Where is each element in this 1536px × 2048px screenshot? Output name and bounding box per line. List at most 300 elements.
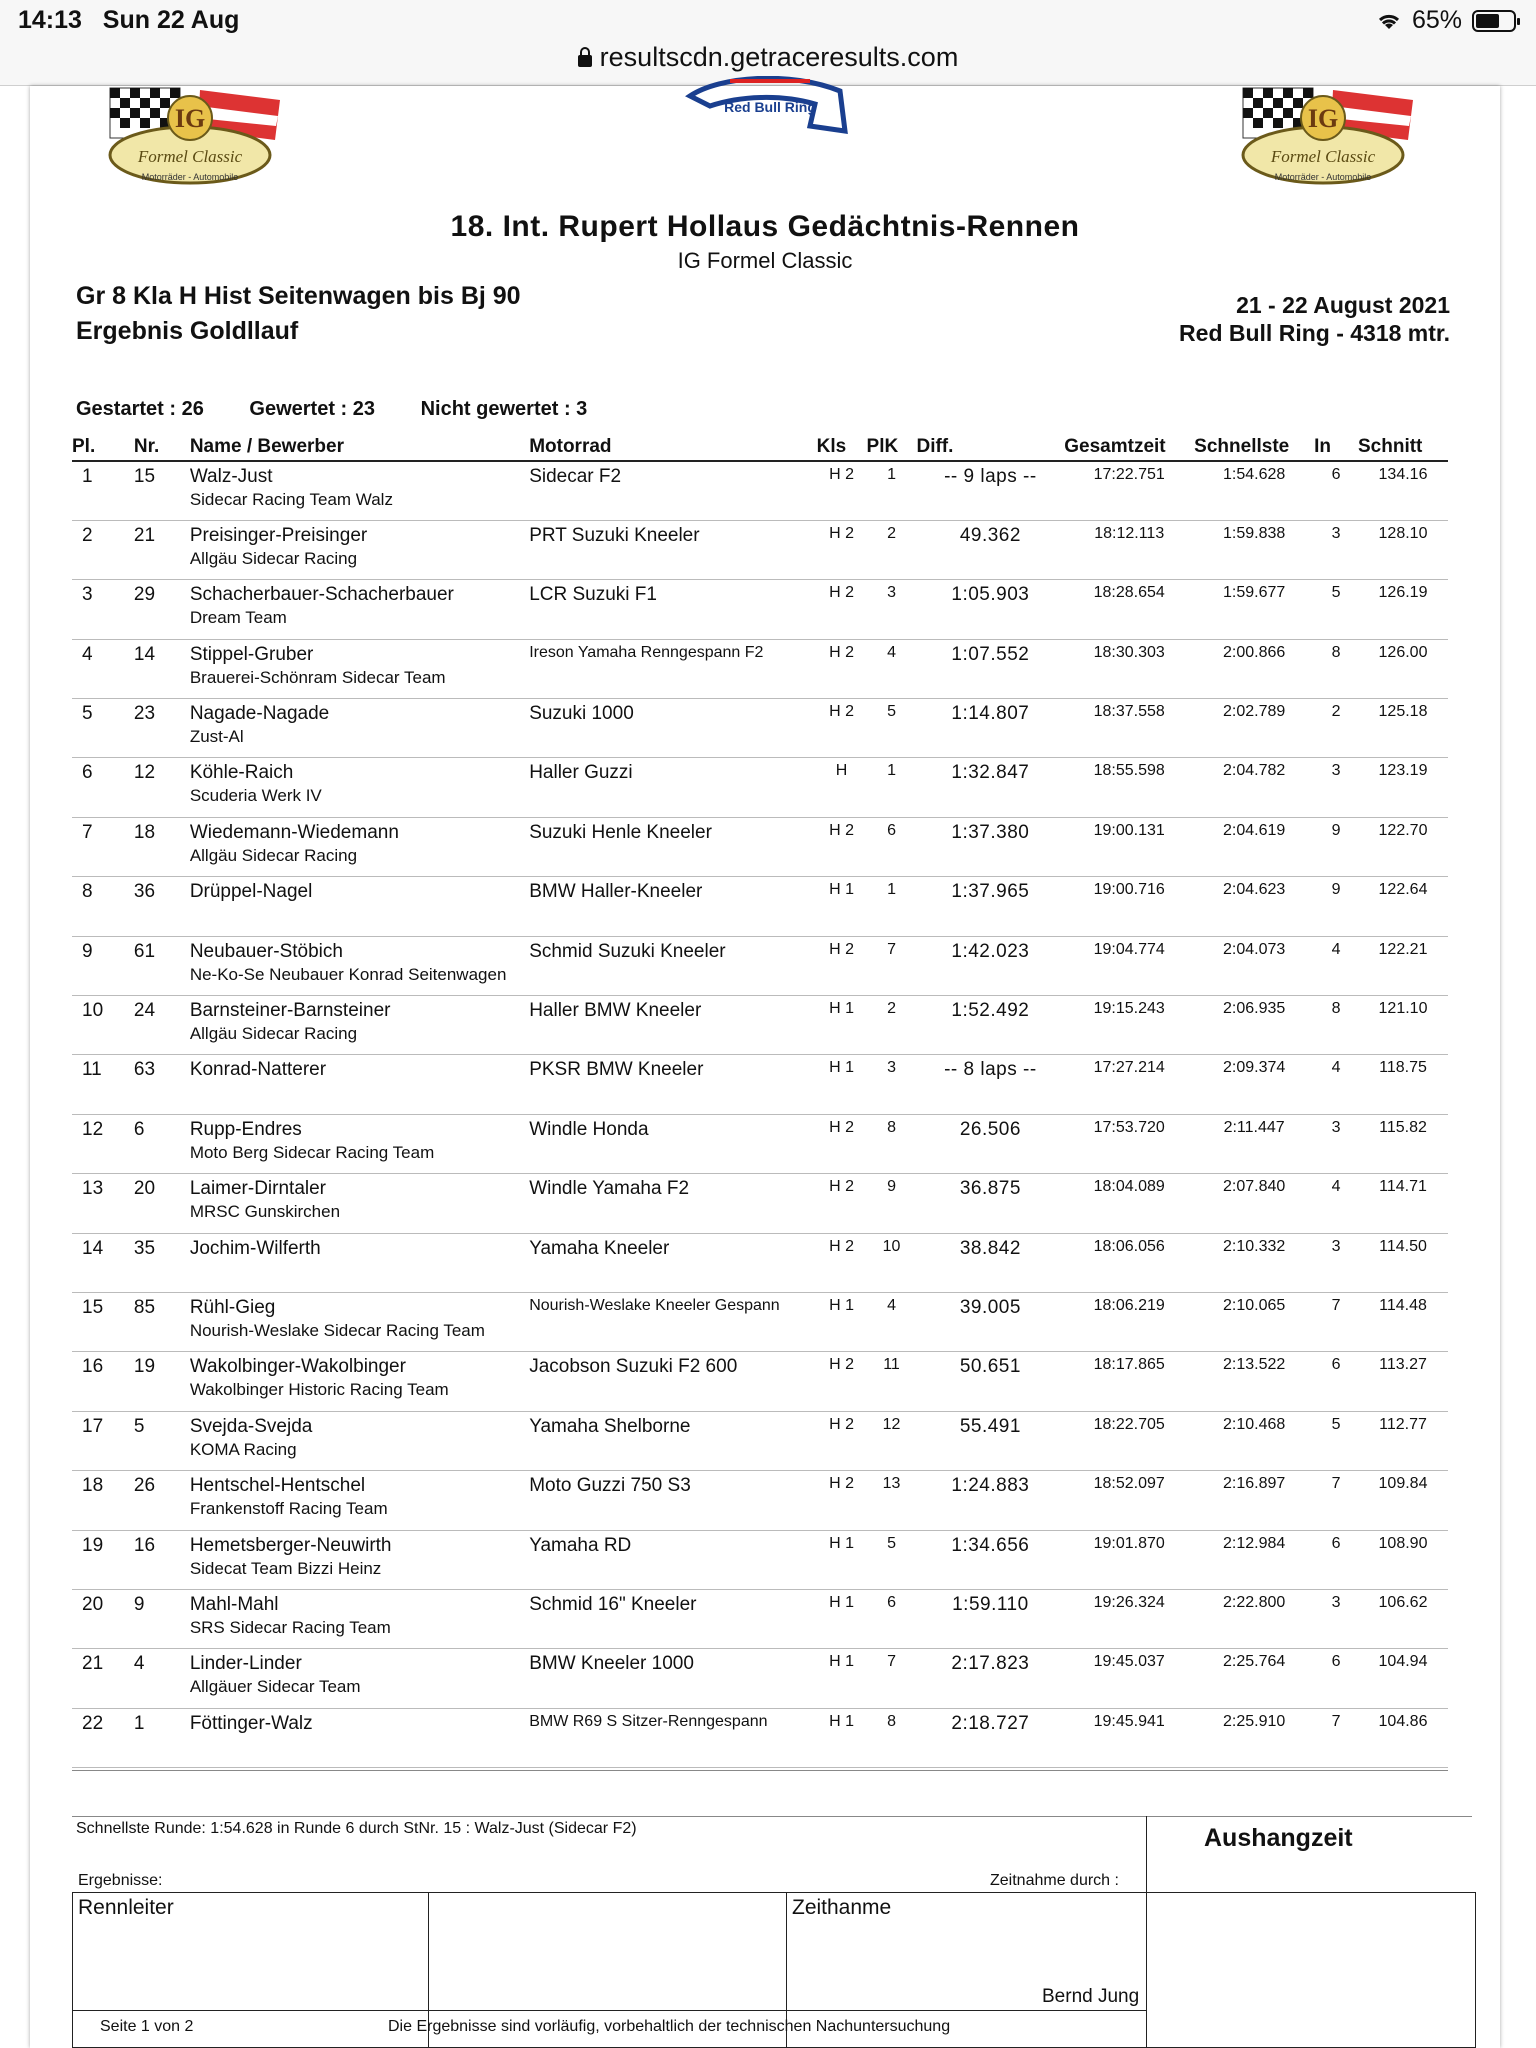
cell-class: H 2 xyxy=(817,1114,867,1173)
cell-in-lap: 4 xyxy=(1314,1055,1358,1114)
cell-in-lap: 6 xyxy=(1314,1352,1358,1411)
cell-in-lap: 7 xyxy=(1314,1471,1358,1530)
cell-class: H 2 xyxy=(817,1471,867,1530)
cell-motorrad: Windle Yamaha F2 xyxy=(529,1174,816,1233)
cell-number: 23 xyxy=(134,699,190,758)
col-header-motorrad: Motorrad xyxy=(529,436,816,461)
svg-text:IG: IG xyxy=(1307,104,1339,133)
event-dates: 21 - 22 August 2021 xyxy=(1236,292,1450,318)
cell-class: H 1 xyxy=(817,1055,867,1114)
cell-place: 16 xyxy=(72,1352,134,1411)
cell-average: 118.75 xyxy=(1358,1055,1448,1114)
cell-motorrad: Moto Guzzi 750 S3 xyxy=(529,1471,816,1530)
cell-in-lap: 6 xyxy=(1314,1530,1358,1589)
cell-class: H 1 xyxy=(817,996,867,1055)
cell-place: 17 xyxy=(72,1411,134,1470)
rennleiter-label: Rennleiter xyxy=(78,1896,174,1919)
cell-in-lap: 3 xyxy=(1314,520,1358,579)
cell-place: 8 xyxy=(72,877,134,936)
cell-motorrad: Suzuki Henle Kneeler xyxy=(529,817,816,876)
footer-divider xyxy=(72,1816,1472,1817)
cell-number: 20 xyxy=(134,1174,190,1233)
cell-name-team xyxy=(190,1055,529,1114)
cell-fastest-lap: 2:04.782 xyxy=(1194,758,1314,817)
driver-names: Rühl-Gieg xyxy=(189,1296,276,1318)
cell-average: 123.19 xyxy=(1358,758,1448,817)
cell-class: H 1 xyxy=(817,1589,867,1648)
cell-place: 10 xyxy=(72,996,134,1055)
cell-name-team xyxy=(190,1589,529,1648)
cell-diff: 1:59.110 xyxy=(916,1589,1064,1648)
cell-motorrad: Suzuki 1000 xyxy=(529,699,816,758)
start-counts xyxy=(76,398,627,421)
cell-class: H 2 xyxy=(817,1352,867,1411)
cell-diff: 26.506 xyxy=(916,1114,1064,1173)
team-name: Sidecar Racing Team Walz xyxy=(189,490,393,509)
cell-class-place: 8 xyxy=(867,1114,917,1173)
team-name: Allgäu Sidecar Racing xyxy=(189,548,358,568)
table-row xyxy=(72,580,1448,639)
status-time: 14:13 Sun 22 Aug xyxy=(18,6,240,34)
cell-name-team xyxy=(190,461,529,520)
table-row xyxy=(72,996,1448,1055)
cell-total-time: 18:37.558 xyxy=(1064,699,1194,758)
cell-average: 126.19 xyxy=(1358,580,1448,639)
cell-total-time: 18:06.056 xyxy=(1064,1233,1194,1292)
table-row xyxy=(72,1233,1448,1292)
team-name: Allgäuer Sidecar Team xyxy=(189,1677,361,1697)
team-name: Moto Berg Sidecar Racing Team xyxy=(189,1142,435,1162)
results-document xyxy=(30,86,1500,2048)
cell-fastest-lap: 2:02.789 xyxy=(1194,699,1314,758)
signer-name: Bernd Jung xyxy=(1042,1986,1140,2007)
cell-average: 108.90 xyxy=(1358,1530,1448,1589)
cell-class-place: 1 xyxy=(867,461,917,520)
cell-average: 114.50 xyxy=(1358,1233,1448,1292)
cell-motorrad: LCR Suzuki F1 xyxy=(529,580,816,639)
cell-class: H 1 xyxy=(817,1292,867,1351)
cell-diff: 2:18.727 xyxy=(916,1708,1064,1767)
cell-in-lap: 5 xyxy=(1314,580,1358,639)
cell-diff: 1:07.552 xyxy=(916,639,1064,698)
cell-name-team xyxy=(190,1649,529,1708)
team-name: SRS Sidecar Racing Team xyxy=(189,1617,391,1637)
cell-number: 4 xyxy=(134,1649,190,1708)
page-number: Seite 1 von 2 xyxy=(100,2018,194,2035)
driver-names: Walz-Just xyxy=(189,466,273,487)
team-name: Zust-Al xyxy=(189,727,244,747)
cell-average: 114.48 xyxy=(1358,1292,1448,1351)
table-row xyxy=(72,639,1448,698)
sig-col-divider-3 xyxy=(1146,1892,1147,2048)
cell-fastest-lap: 2:25.910 xyxy=(1194,1708,1314,1767)
cell-total-time: 18:06.219 xyxy=(1064,1292,1194,1351)
cell-fastest-lap: 2:10.468 xyxy=(1194,1411,1314,1470)
cell-in-lap: 8 xyxy=(1314,996,1358,1055)
cell-class-place: 9 xyxy=(867,1174,917,1233)
col-header-gesamtzeit: Gesamtzeit xyxy=(1064,436,1194,461)
cell-class: H 1 xyxy=(817,877,867,936)
team-name: Dream Team xyxy=(189,608,287,628)
team-name: Sidecat Team Bizzi Heinz xyxy=(189,1558,382,1578)
cell-average: 106.62 xyxy=(1358,1589,1448,1648)
cell-diff: 55.491 xyxy=(916,1411,1064,1470)
cell-total-time: 18:52.097 xyxy=(1064,1471,1194,1530)
cell-number: 19 xyxy=(134,1352,190,1411)
cell-fastest-lap: 2:10.332 xyxy=(1194,1233,1314,1292)
table-row xyxy=(72,1411,1448,1470)
cell-name-team xyxy=(190,1530,529,1589)
cell-in-lap: 3 xyxy=(1314,758,1358,817)
driver-names: Wakolbinger-Wakolbinger xyxy=(189,1356,406,1378)
cell-in-lap: 3 xyxy=(1314,1233,1358,1292)
cell-total-time: 18:17.865 xyxy=(1064,1352,1194,1411)
cell-place: 9 xyxy=(72,936,134,995)
url-text: resultscdn.getraceresults.com xyxy=(599,42,959,72)
cell-total-time: 19:04.774 xyxy=(1064,936,1194,995)
cell-number: 29 xyxy=(134,580,190,639)
zeitnahme-label: Zeitnahme durch : xyxy=(990,1872,1119,1889)
team-name: Nourish-Weslake Sidecar Racing Team xyxy=(189,1320,485,1340)
cell-place: 14 xyxy=(72,1233,134,1292)
cell-total-time: 17:53.720 xyxy=(1064,1114,1194,1173)
classified-count: Gewertet : 23 xyxy=(249,398,376,420)
not-classified-count: Nicht gewertet : 3 xyxy=(420,398,588,420)
cell-average: 113.27 xyxy=(1358,1352,1448,1411)
cell-name-team xyxy=(190,1411,529,1470)
cell-number: 63 xyxy=(134,1055,190,1114)
battery-level xyxy=(1476,14,1499,28)
col-header-plk: PlK xyxy=(867,436,917,461)
cell-total-time: 18:55.598 xyxy=(1064,758,1194,817)
cell-class: H 2 xyxy=(817,936,867,995)
driver-names: Linder-Linder xyxy=(189,1653,302,1675)
cell-class: H 1 xyxy=(817,1649,867,1708)
driver-names: Neubauer-Stöbich xyxy=(189,940,343,962)
cell-in-lap: 9 xyxy=(1314,877,1358,936)
cell-average: 104.94 xyxy=(1358,1649,1448,1708)
svg-text:Formel Classic: Formel Classic xyxy=(137,147,243,166)
status-bar xyxy=(0,0,1536,40)
cell-class-place: 5 xyxy=(867,699,917,758)
cell-fastest-lap: 2:16.897 xyxy=(1194,1471,1314,1530)
driver-names: Konrad-Natterer xyxy=(189,1059,327,1081)
cell-class: H 2 xyxy=(817,699,867,758)
cell-name-team xyxy=(190,1114,529,1173)
cell-number: 26 xyxy=(134,1471,190,1530)
cell-diff: -- 9 laps -- xyxy=(916,461,1064,520)
table-row xyxy=(72,1589,1448,1648)
cell-number: 12 xyxy=(134,758,190,817)
cell-motorrad: BMW R69 S Sitzer-Renngespann xyxy=(529,1708,816,1767)
cell-class-place: 10 xyxy=(867,1233,917,1292)
cell-in-lap: 6 xyxy=(1314,461,1358,520)
cell-place: 6 xyxy=(72,758,134,817)
cell-diff: 50.651 xyxy=(916,1352,1064,1411)
table-row xyxy=(72,817,1448,876)
lock-icon xyxy=(578,55,592,67)
cell-fastest-lap: 2:25.764 xyxy=(1194,1649,1314,1708)
cell-total-time: 19:00.131 xyxy=(1064,817,1194,876)
cell-average: 122.21 xyxy=(1358,936,1448,995)
cell-class-place: 2 xyxy=(867,996,917,1055)
driver-names: Köhle-Raich xyxy=(189,762,294,784)
cell-number: 35 xyxy=(134,1233,190,1292)
col-header-diff: Diff. xyxy=(916,436,1064,461)
cell-place: 19 xyxy=(72,1530,134,1589)
cell-class-place: 3 xyxy=(867,1055,917,1114)
cell-place: 7 xyxy=(72,817,134,876)
cell-motorrad: PRT Suzuki Kneeler xyxy=(529,520,816,579)
cell-average: 121.10 xyxy=(1358,996,1448,1055)
cell-total-time: 18:22.705 xyxy=(1064,1411,1194,1470)
cell-fastest-lap: 2:22.800 xyxy=(1194,1589,1314,1648)
team-name: Brauerei-Schönram Sidecar Team xyxy=(189,667,446,687)
driver-names: Stippel-Gruber xyxy=(189,643,314,665)
table-row xyxy=(72,1352,1448,1411)
col-header-pl: Pl. xyxy=(72,436,134,461)
cell-fastest-lap: 2:13.522 xyxy=(1194,1352,1314,1411)
cell-number: 61 xyxy=(134,936,190,995)
ig-formel-classic-logo-right xyxy=(1213,80,1433,190)
cell-diff: 1:37.380 xyxy=(916,817,1064,876)
cell-name-team xyxy=(190,1708,529,1767)
cell-fastest-lap: 1:59.677 xyxy=(1194,580,1314,639)
cell-class: H 2 xyxy=(817,520,867,579)
table-row xyxy=(72,1530,1448,1589)
cell-average: 112.77 xyxy=(1358,1411,1448,1470)
cell-in-lap: 6 xyxy=(1314,1649,1358,1708)
event-venue: Red Bull Ring - 4318 mtr. xyxy=(1179,320,1450,346)
cell-average: 115.82 xyxy=(1358,1114,1448,1173)
cell-diff: -- 8 laps -- xyxy=(916,1055,1064,1114)
cell-fastest-lap: 1:59.838 xyxy=(1194,520,1314,579)
cell-number: 6 xyxy=(134,1114,190,1173)
cell-in-lap: 4 xyxy=(1314,1174,1358,1233)
cell-average: 126.00 xyxy=(1358,639,1448,698)
cell-name-team xyxy=(190,758,529,817)
table-row xyxy=(72,877,1448,936)
cell-fastest-lap: 2:04.073 xyxy=(1194,936,1314,995)
battery-icon xyxy=(1472,10,1516,32)
cell-total-time: 19:26.324 xyxy=(1064,1589,1194,1648)
cell-class-place: 13 xyxy=(867,1471,917,1530)
cell-in-lap: 8 xyxy=(1314,639,1358,698)
status-right xyxy=(1376,6,1516,35)
cell-in-lap: 3 xyxy=(1314,1114,1358,1173)
col-header-in: In xyxy=(1314,436,1358,461)
event-subtitle: IG Formel Classic xyxy=(677,248,853,273)
cell-name-team xyxy=(190,996,529,1055)
cell-number: 21 xyxy=(134,520,190,579)
cell-in-lap: 4 xyxy=(1314,936,1358,995)
table-row xyxy=(72,1174,1448,1233)
cell-fastest-lap: 2:00.866 xyxy=(1194,639,1314,698)
cell-total-time: 18:30.303 xyxy=(1064,639,1194,698)
cell-motorrad: Schmid 16" Kneeler xyxy=(529,1589,816,1648)
cell-fastest-lap: 2:07.840 xyxy=(1194,1174,1314,1233)
cell-class: H 2 xyxy=(817,1233,867,1292)
cell-motorrad: Ireson Yamaha Renngespann F2 xyxy=(529,639,816,698)
svg-text:IG: IG xyxy=(174,104,206,133)
driver-names: Laimer-Dirntaler xyxy=(189,1178,327,1200)
cell-class-place: 12 xyxy=(867,1411,917,1470)
cell-class-place: 3 xyxy=(867,580,917,639)
table-row xyxy=(72,1292,1448,1351)
cell-class: H 2 xyxy=(817,461,867,520)
table-row xyxy=(72,1055,1448,1114)
driver-names: Nagade-Nagade xyxy=(189,703,330,725)
cell-number: 9 xyxy=(134,1589,190,1648)
cell-average: 128.10 xyxy=(1358,520,1448,579)
svg-text:Red Bull Ring: Red Bull Ring xyxy=(724,99,816,115)
class-label: Gr 8 Kla H Hist Seitenwagen bis Bj 90 xyxy=(76,282,521,310)
cell-class: H xyxy=(817,758,867,817)
cell-diff: 1:05.903 xyxy=(916,580,1064,639)
cell-class-place: 7 xyxy=(867,1649,917,1708)
cell-diff: 1:24.883 xyxy=(916,1471,1064,1530)
ergebnisse-label: Ergebnisse: xyxy=(78,1872,163,1889)
table-row xyxy=(72,520,1448,579)
cell-average: 134.16 xyxy=(1358,461,1448,520)
team-name: Ne-Ko-Se Neubauer Konrad Seitenwagen xyxy=(189,964,507,984)
cell-class-place: 6 xyxy=(867,817,917,876)
cell-name-team xyxy=(190,936,529,995)
cell-name-team xyxy=(190,580,529,639)
cell-total-time: 19:01.870 xyxy=(1064,1530,1194,1589)
driver-names: Wiedemann-Wiedemann xyxy=(189,821,399,843)
table-row xyxy=(72,758,1448,817)
started-count: Gestartet : 26 xyxy=(76,398,204,420)
cell-average: 122.70 xyxy=(1358,817,1448,876)
result-label: Ergebnis Goldllauf xyxy=(76,317,299,345)
svg-text:Motorräder - Automobile: Motorräder - Automobile xyxy=(1274,172,1372,182)
cell-fastest-lap: 2:04.619 xyxy=(1194,817,1314,876)
cell-number: 14 xyxy=(134,639,190,698)
cell-motorrad: BMW Haller-Kneeler xyxy=(529,877,816,936)
cell-in-lap: 5 xyxy=(1314,1411,1358,1470)
results-table xyxy=(72,436,1448,1768)
cell-diff: 2:17.823 xyxy=(916,1649,1064,1708)
cell-class: H 2 xyxy=(817,639,867,698)
cell-in-lap: 7 xyxy=(1314,1292,1358,1351)
col-header-name: Name / Bewerber xyxy=(190,436,529,461)
cell-place: 15 xyxy=(72,1292,134,1351)
cell-diff: 49.362 xyxy=(916,520,1064,579)
driver-names: Hentschel-Hentschel xyxy=(189,1475,366,1497)
driver-names: Preisinger-Preisinger xyxy=(189,524,368,546)
footer-bottom-line xyxy=(72,2010,1146,2011)
cell-class: H 2 xyxy=(817,1411,867,1470)
cell-diff: 1:32.847 xyxy=(916,758,1064,817)
driver-names: Barnsteiner-Barnsteiner xyxy=(189,1000,391,1022)
cell-class-place: 2 xyxy=(867,520,917,579)
driver-names: Svejda-Svejda xyxy=(189,1415,313,1437)
cell-fastest-lap: 2:06.935 xyxy=(1194,996,1314,1055)
table-row xyxy=(72,936,1448,995)
cell-total-time: 19:00.716 xyxy=(1064,877,1194,936)
cell-name-team xyxy=(190,1471,529,1530)
cell-number: 85 xyxy=(134,1292,190,1351)
table-row xyxy=(72,699,1448,758)
cell-motorrad: Windle Honda xyxy=(529,1114,816,1173)
cell-place: 12 xyxy=(72,1114,134,1173)
cell-motorrad: Sidecar F2 xyxy=(529,461,816,520)
team-name: Allgäu Sidecar Racing xyxy=(189,845,358,865)
cell-number: 5 xyxy=(134,1411,190,1470)
team-name: Wakolbinger Historic Racing Team xyxy=(189,1380,449,1400)
cell-class: H 1 xyxy=(817,1530,867,1589)
cell-total-time: 18:28.654 xyxy=(1064,580,1194,639)
cell-class-place: 4 xyxy=(867,1292,917,1351)
cell-motorrad: Schmid Suzuki Kneeler xyxy=(529,936,816,995)
cell-place: 13 xyxy=(72,1174,134,1233)
cell-motorrad: Nourish-Weslake Kneeler Gespann xyxy=(529,1292,816,1351)
cell-total-time: 18:04.089 xyxy=(1064,1174,1194,1233)
cell-class-place: 6 xyxy=(867,1589,917,1648)
driver-names: Rupp-Endres xyxy=(189,1118,302,1140)
cell-diff: 1:52.492 xyxy=(916,996,1064,1055)
cell-average: 104.86 xyxy=(1358,1708,1448,1767)
cell-name-team xyxy=(190,817,529,876)
cell-average: 109.84 xyxy=(1358,1471,1448,1530)
table-row xyxy=(72,1708,1448,1767)
cell-motorrad: Yamaha Shelborne xyxy=(529,1411,816,1470)
cell-motorrad: Jacobson Suzuki F2 600 xyxy=(529,1352,816,1411)
cell-class-place: 7 xyxy=(867,936,917,995)
cell-number: 24 xyxy=(134,996,190,1055)
cell-diff: 1:34.656 xyxy=(916,1530,1064,1589)
table-row xyxy=(72,1649,1448,1708)
cell-total-time: 18:12.113 xyxy=(1064,520,1194,579)
cell-in-lap: 2 xyxy=(1314,699,1358,758)
cell-class-place: 5 xyxy=(867,1530,917,1589)
team-name: MRSC Gunskirchen xyxy=(189,1202,341,1222)
cell-name-team xyxy=(190,1174,529,1233)
cell-place: 22 xyxy=(72,1708,134,1767)
table-row xyxy=(72,1471,1448,1530)
cell-number: 36 xyxy=(134,877,190,936)
cell-fastest-lap: 2:09.374 xyxy=(1194,1055,1314,1114)
cell-class-place: 1 xyxy=(867,877,917,936)
event-title: 18. Int. Rupert Hollaus Gedächtnis-Rennen xyxy=(450,210,1080,243)
cell-place: 5 xyxy=(72,699,134,758)
cell-class: H 2 xyxy=(817,580,867,639)
svg-text:Motorräder - Automobile: Motorräder - Automobile xyxy=(141,172,239,182)
driver-names: Föttinger-Walz xyxy=(189,1712,313,1734)
cell-total-time: 19:45.941 xyxy=(1064,1708,1194,1767)
team-name: Allgäu Sidecar Racing xyxy=(189,1024,358,1044)
cell-number: 1 xyxy=(134,1708,190,1767)
cell-place: 11 xyxy=(72,1055,134,1114)
cell-place: 18 xyxy=(72,1471,134,1530)
cell-total-time: 19:15.243 xyxy=(1064,996,1194,1055)
cell-diff: 1:14.807 xyxy=(916,699,1064,758)
battery-percent: 65% xyxy=(1411,6,1462,34)
table-row xyxy=(72,461,1448,520)
driver-names: Schacherbauer-Schacherbauer xyxy=(189,584,454,606)
cell-class-place: 4 xyxy=(867,639,917,698)
cell-average: 122.64 xyxy=(1358,877,1448,936)
col-header-schnellste: Schnellste xyxy=(1194,436,1314,461)
cell-total-time: 19:45.037 xyxy=(1064,1649,1194,1708)
cell-total-time: 17:27.214 xyxy=(1064,1055,1194,1114)
cell-place: 20 xyxy=(72,1589,134,1648)
cell-in-lap: 7 xyxy=(1314,1708,1358,1767)
cell-place: 4 xyxy=(72,639,134,698)
cell-class: H 2 xyxy=(817,817,867,876)
cell-name-team xyxy=(190,877,529,936)
